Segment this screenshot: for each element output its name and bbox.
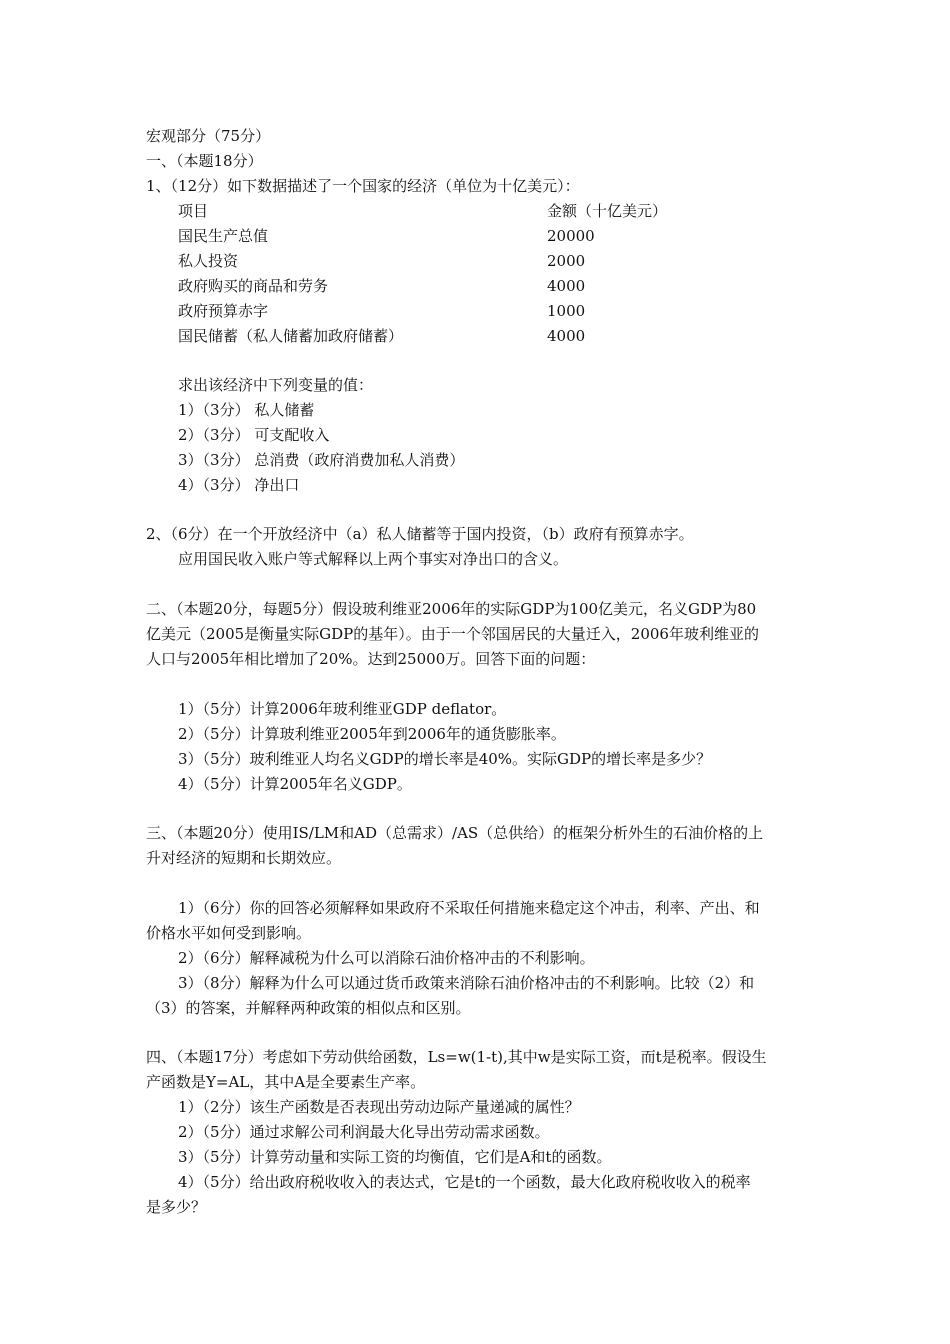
table-row-value: 4000	[547, 327, 586, 345]
q2-item-1: 1）（5分）计算2006年玻利维亚GDP deflator。	[178, 700, 507, 718]
q3-item-1-cont: 价格水平如何受到影响。	[146, 924, 312, 942]
table-row-value: 1000	[547, 302, 586, 320]
q1-ask: 求出该经济中下列变量的值：	[178, 376, 374, 394]
table-header-amount: 金额（十亿美元）	[547, 202, 668, 220]
q3-text-line-1: 三、（本题20分）使用IS/LM和AD（总需求）/AS（总供给）的框架分析外生的石油价格的上	[146, 824, 764, 842]
section-title: 宏观部分（75分）	[146, 127, 271, 145]
q1-sub2-line-2: 应用国民收入账户等式解释以上两个事实对净出口的含义。	[178, 550, 569, 568]
table-row-label: 政府购买的商品和劳务	[178, 277, 329, 295]
q3-text-line-2: 升对经济的短期和长期效应。	[146, 849, 342, 867]
q3-item-3: 3）（8分）解释为什么可以通过货币政策来消除石油价格冲击的不利影响。比较（2）和	[178, 974, 755, 992]
q1-item-3: 3）（3分） 总消费（政府消费加私人消费）	[178, 451, 465, 469]
table-row-label: 国民生产总值	[178, 227, 269, 245]
q1-item-1: 1）（3分） 私人储蓄	[178, 401, 315, 419]
table-row-value: 2000	[547, 252, 586, 270]
q3-item-3-cont: （3）的答案，并解释两种政策的相似点和区别。	[146, 999, 471, 1017]
q2-item-2: 2）（5分）计算玻利维亚2005年到2006年的通货膨胀率。	[178, 725, 566, 743]
q2-text-line-3: 人口与2005年相比增加了20%。达到25000万。回答下面的问题：	[146, 650, 596, 668]
q1-header: 一、（本题18分）	[146, 152, 263, 170]
q2-item-4: 4）（5分）计算2005年名义GDP。	[178, 775, 412, 793]
q4-item-1: 1）（2分）该生产函数是否表现出劳动边际产量递减的属性？	[178, 1098, 580, 1116]
q1-sub1-prompt: 1、（12分）如下数据描述了一个国家的经济（单位为十亿美元）：	[146, 177, 580, 195]
q1-sub2-line-1: 2、（6分）在一个开放经济中（a）私人储蓄等于国内投资，（b）政府有预算赤字。	[146, 525, 694, 543]
table-row-label: 政府预算赤字	[178, 302, 269, 320]
q4-item-3: 3）（5分）计算劳动量和实际工资的均衡值，它们是A和t的函数。	[178, 1148, 612, 1166]
table-row-value: 4000	[547, 277, 586, 295]
q4-item-2: 2）（5分）通过求解公司利润最大化导出劳动需求函数。	[178, 1123, 550, 1141]
q3-item-2: 2）（6分）解释减税为什么可以消除石油价格冲击的不利影响。	[178, 949, 595, 967]
q4-item-4-cont: 是多少？	[146, 1198, 207, 1216]
table-row-label: 国民储蓄（私人储蓄加政府储蓄）	[178, 327, 404, 345]
q4-text-line-1: 四、（本题17分）考虑如下劳动供给函数，Ls=w(1-t),其中w是实际工资，而t是税率。假设生	[146, 1048, 767, 1066]
table-row-label: 私人投资	[178, 252, 239, 270]
table-header-item: 项目	[178, 202, 209, 220]
q4-item-4: 4）（5分）给出政府税收收入的表达式，它是t的一个函数，最大化政府税收收入的税率	[178, 1173, 751, 1191]
q4-text-line-2: 产函数是Y=AL，其中A是全要素生产率。	[146, 1073, 426, 1091]
table-row-value: 20000	[547, 227, 595, 245]
q2-text-line-2: 亿美元（2005是衡量实际GDP的基年）。由于一个邻国居民的大量迁入，2006年玻利维亚的	[146, 625, 759, 643]
q2-item-3: 3）（5分）玻利维亚人均名义GDP的增长率是40%。实际GDP的增长率是多少？	[178, 750, 712, 768]
q3-item-1: 1）（6分）你的回答必须解释如果政府不采取任何措施来稳定这个冲击，利率、产出、和	[178, 899, 760, 917]
q2-text-line-1: 二、（本题20分，每题5分）假设玻利维亚2006年的实际GDP为100亿美元，名义GDP为80	[146, 600, 757, 618]
q1-item-2: 2）（3分） 可支配收入	[178, 426, 330, 444]
q1-item-4: 4）（3分） 净出口	[178, 476, 300, 494]
